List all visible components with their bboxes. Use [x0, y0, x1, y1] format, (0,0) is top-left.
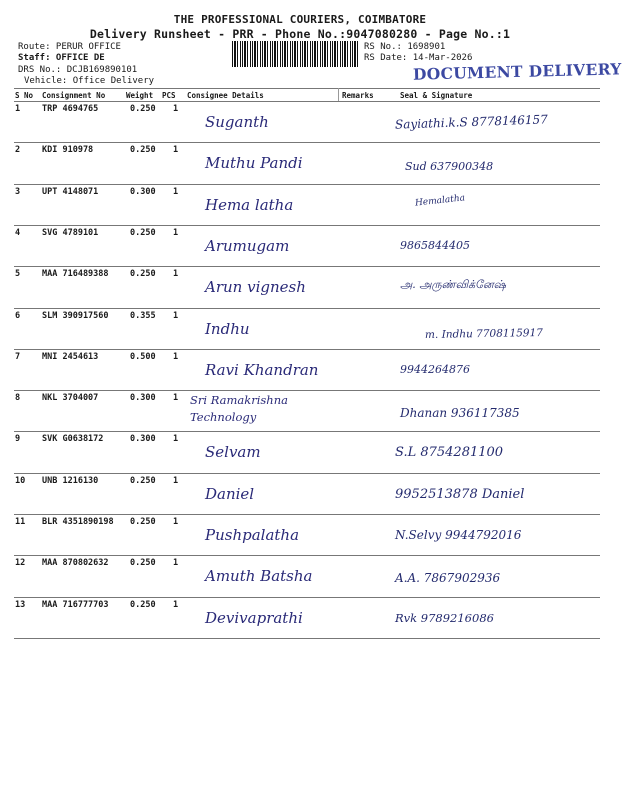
serial-number: 9	[15, 434, 21, 445]
consignee-name: Indhu	[205, 319, 250, 338]
serial-number: 2	[15, 145, 21, 156]
row-divider	[14, 638, 600, 639]
consignee-name: Daniel	[205, 484, 255, 503]
serial-number: 5	[15, 269, 21, 280]
consignment-number: TRP 4694765	[42, 104, 99, 114]
row-divider	[14, 597, 600, 598]
col-consignment: Consignment No	[42, 91, 106, 100]
drs-number: DRS No.: DCJB169890101	[18, 65, 138, 75]
consignee-name: Hema latha	[205, 195, 294, 214]
staff-label: Staff: OFFICE DE	[18, 53, 105, 63]
serial-number: 8	[15, 393, 21, 404]
serial-number: 6	[15, 310, 21, 321]
row-divider	[14, 473, 600, 474]
serial-number: 1	[15, 104, 21, 114]
weight-value: 0.250	[130, 145, 156, 156]
signature: Rvk 9789216086	[395, 610, 494, 625]
signature: Sayiathi.k.S 8778146157	[394, 112, 549, 132]
consignment-number: MAA 870802632	[42, 558, 109, 569]
row-divider	[14, 184, 600, 185]
weight-value: 0.250	[130, 517, 156, 527]
consignee-name: Pushpalatha	[205, 526, 300, 544]
pcs-value: 1	[173, 434, 179, 445]
col-pcs: PCS	[162, 91, 176, 100]
serial-number: 7	[15, 351, 21, 362]
consignment-number: MNI 2454613	[42, 351, 99, 362]
pcs-value: 1	[173, 599, 179, 610]
serial-number: 12	[15, 558, 26, 569]
signature: m. Indhu 7708115917	[424, 326, 544, 341]
signature: 9865844405	[400, 238, 470, 252]
consignee-name: Suganth	[205, 113, 269, 131]
weight-value: 0.250	[130, 475, 156, 486]
signature: Sud 637900348	[405, 160, 494, 174]
weight-value: 0.300	[130, 186, 156, 197]
row-divider	[14, 431, 600, 432]
consignment-number: NKL 3704007	[42, 393, 99, 404]
weight-value: 0.500	[130, 351, 156, 362]
table-top-border	[14, 88, 600, 89]
consignment-number: BLR 4351890198	[42, 517, 114, 527]
remarks-divider	[338, 88, 339, 101]
col-signature: Seal & Signature	[400, 91, 473, 100]
row-divider	[14, 308, 600, 309]
col-sno: S No	[15, 91, 34, 100]
rs-number: RS No.: 1698901	[364, 42, 446, 52]
row-divider	[14, 390, 600, 391]
col-remarks: Remarks	[342, 91, 374, 100]
weight-value: 0.250	[130, 558, 156, 569]
row-divider	[14, 142, 600, 143]
serial-number: 3	[15, 186, 21, 197]
col-weight: Weight	[126, 91, 154, 100]
consignee-name: Sri Ramakrishna Technology	[190, 393, 288, 425]
weight-value: 0.250	[130, 104, 156, 114]
barcode	[232, 41, 358, 67]
route-label: Route: PERUR OFFICE	[18, 42, 121, 52]
serial-number: 10	[15, 475, 26, 486]
signature: 9952513878 Daniel	[395, 486, 525, 502]
signature: S.L 8754281100	[395, 445, 504, 461]
weight-value: 0.250	[130, 599, 156, 610]
pcs-value: 1	[173, 145, 179, 156]
consignee-name: Arumugam	[205, 236, 290, 255]
pcs-value: 1	[173, 558, 179, 569]
row-divider	[14, 555, 600, 556]
consignment-number: SVG 4789101	[42, 227, 99, 238]
runsheet-subtitle: Delivery Runsheet - PRR - Phone No.:9047080280 - Page No.:1	[89, 27, 511, 41]
pcs-value: 1	[173, 269, 179, 280]
row-divider	[14, 225, 600, 226]
signature: A.A. 7867902936	[395, 571, 501, 586]
consignment-number: MAA 716489388	[42, 269, 109, 280]
signature: N.Selvy 9944792016	[395, 528, 522, 542]
pcs-value: 1	[173, 310, 179, 321]
consignee-name: Selvam	[205, 443, 261, 462]
consignment-number: UPT 4148071	[42, 186, 99, 197]
consignment-number: KDI 910978	[42, 145, 94, 156]
pcs-value: 1	[173, 227, 179, 238]
consignee-name: Amuth Batsha	[205, 567, 313, 586]
weight-value: 0.300	[130, 393, 156, 404]
weight-value: 0.250	[130, 227, 156, 238]
weight-value: 0.355	[130, 310, 156, 321]
serial-number: 11	[15, 517, 26, 527]
rs-date: RS Date: 14-Mar-2026	[364, 53, 473, 63]
row-divider	[14, 349, 600, 350]
row-divider	[14, 266, 600, 267]
consignment-number: UNB 1216130	[42, 475, 99, 486]
company-title: THE PROFESSIONAL COURIERS, COIMBATORE	[173, 13, 427, 26]
pcs-value: 1	[173, 104, 179, 114]
signature: Hemalatha	[414, 193, 466, 209]
weight-value: 0.300	[130, 434, 156, 445]
consignee-name: Devivaprathi	[205, 608, 303, 627]
consignment-number: SLM 390917560	[42, 310, 109, 321]
header-bottom-border	[14, 101, 600, 102]
pcs-value: 1	[173, 351, 179, 362]
consignee-name: Arun vignesh	[205, 278, 306, 297]
serial-number: 4	[15, 227, 21, 238]
pcs-value: 1	[173, 517, 179, 527]
consignment-number: MAA 716777703	[42, 599, 109, 610]
vehicle-label: Vehicle: Office Delivery	[24, 76, 155, 86]
serial-number: 13	[15, 599, 26, 610]
signature: Dhanan 936117385	[400, 406, 520, 421]
signature: அ. அருண்விக்னேஷ்	[400, 278, 506, 292]
document-delivery-stamp: DOCUMENT DELIVERY	[412, 59, 622, 84]
signature: 9944264876	[400, 362, 470, 376]
consignment-number: SVK G0638172	[42, 434, 104, 445]
pcs-value: 1	[173, 393, 179, 404]
weight-value: 0.250	[130, 269, 156, 280]
consignee-name: Ravi Khandran	[205, 360, 319, 379]
consignee-name: Muthu Pandi	[205, 154, 303, 173]
pcs-value: 1	[173, 475, 179, 486]
pcs-value: 1	[173, 186, 179, 197]
row-divider	[14, 514, 600, 515]
col-consignee: Consignee Details	[187, 91, 264, 100]
